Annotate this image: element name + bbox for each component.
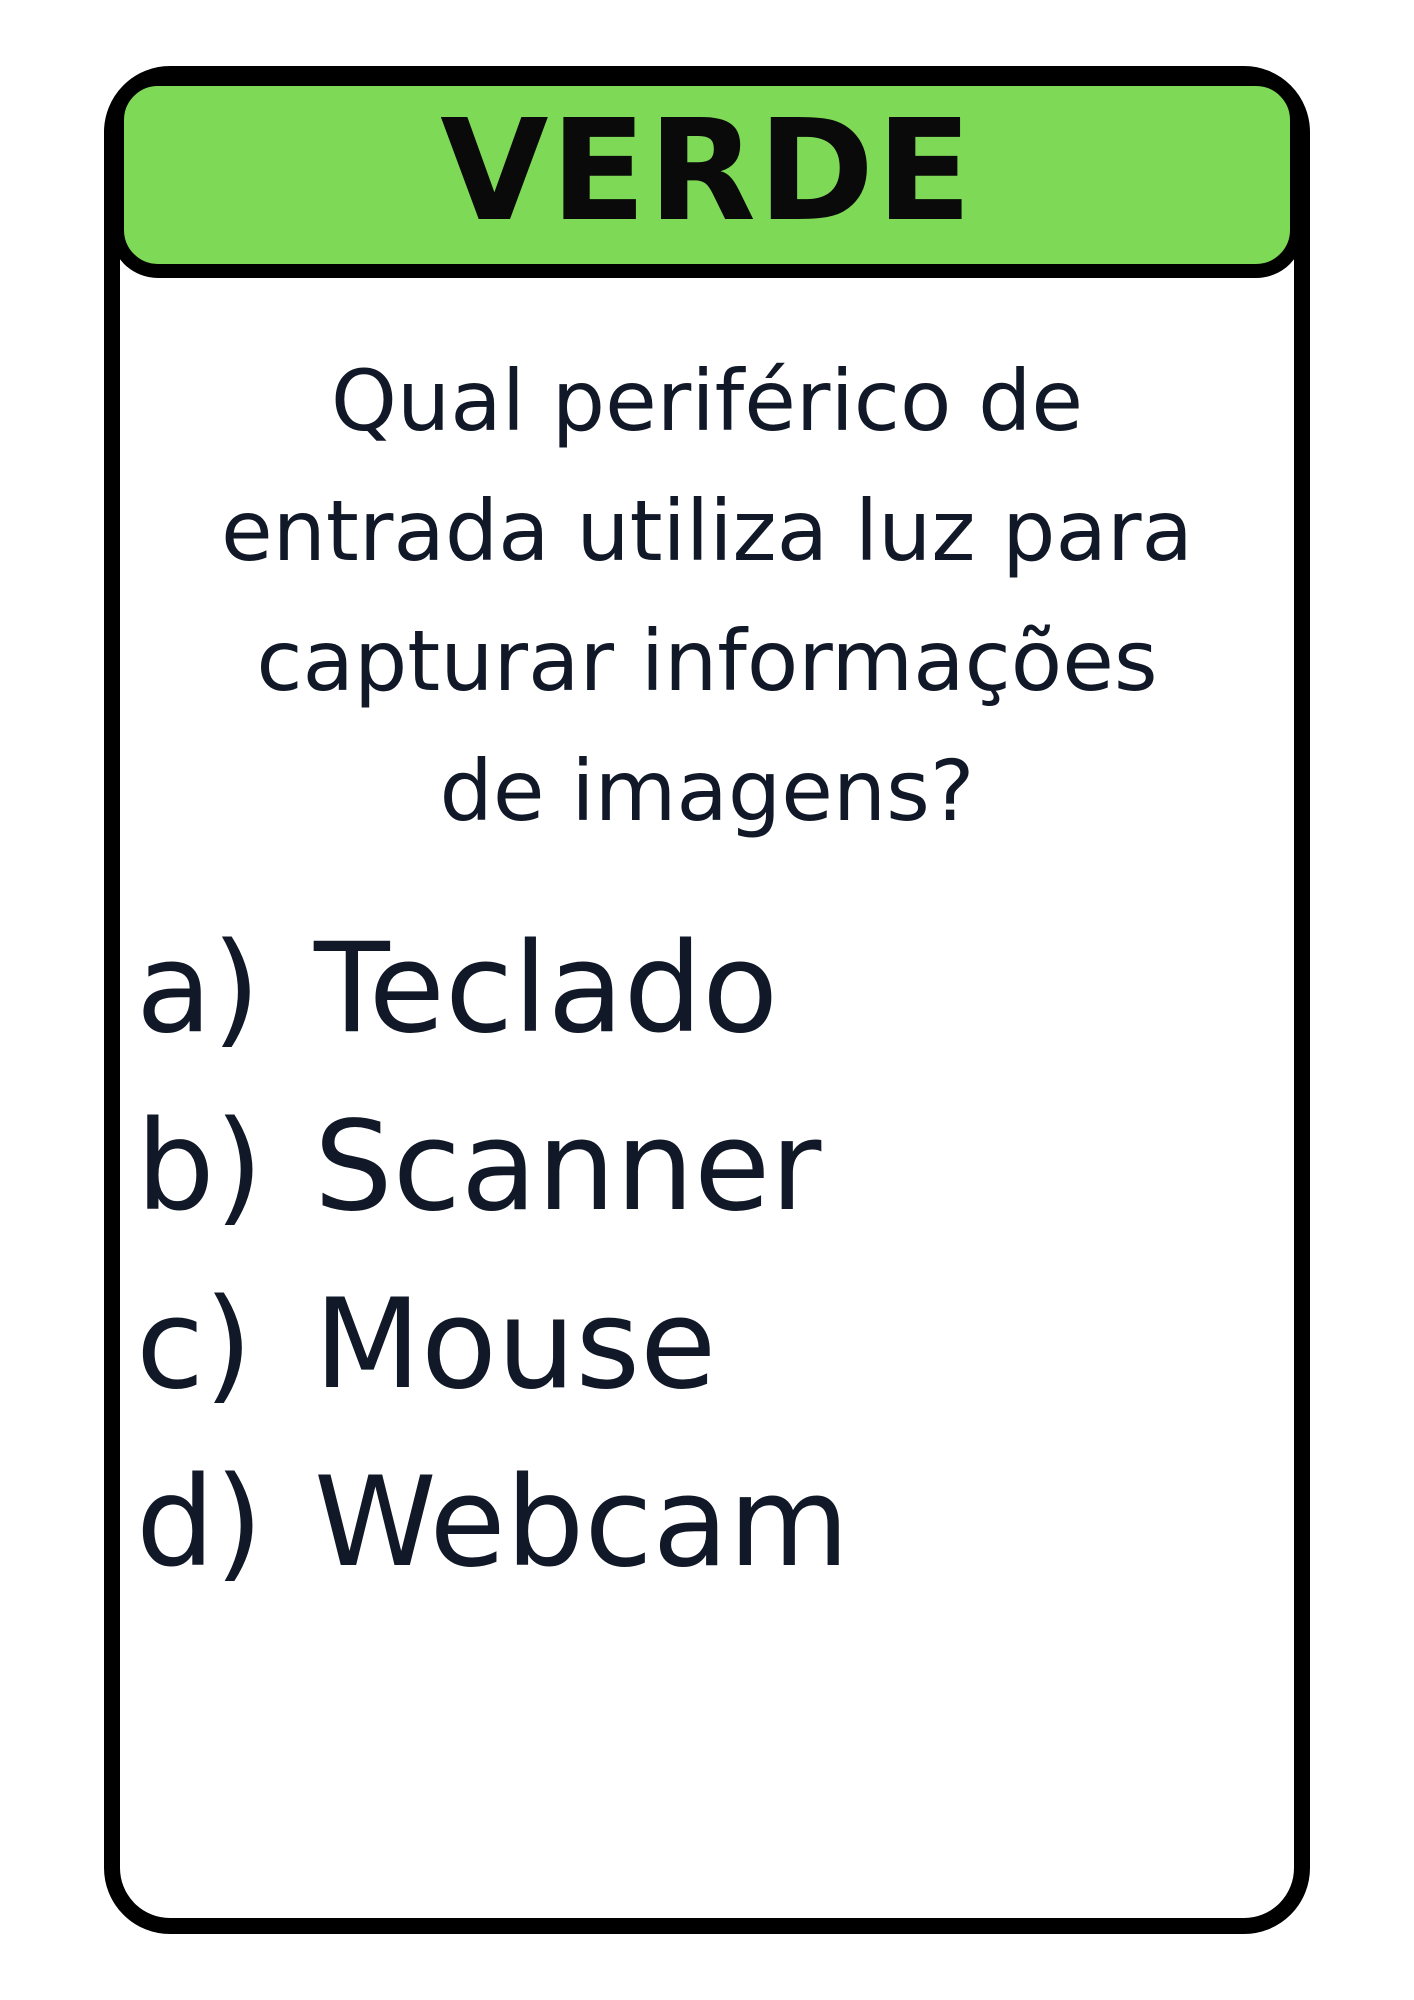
question-line: de imagens?	[439, 742, 975, 840]
card-header	[110, 72, 1304, 278]
question-line: entrada utiliza luz para	[221, 482, 1193, 580]
question-line: Qual periférico de	[330, 352, 1084, 450]
question-text	[150, 336, 1264, 856]
option-letter: b)	[136, 1095, 264, 1239]
option-text: Scanner	[314, 1095, 822, 1239]
option-b[interactable]	[136, 1078, 1256, 1256]
option-text: Webcam	[314, 1451, 850, 1595]
option-text: Teclado	[314, 917, 779, 1061]
option-text: Mouse	[314, 1273, 717, 1417]
option-a[interactable]	[136, 900, 1256, 1078]
option-d[interactable]	[136, 1434, 1256, 1612]
option-c[interactable]	[136, 1256, 1256, 1434]
option-letter: c)	[136, 1273, 253, 1417]
card-title: VERDE	[440, 90, 974, 253]
option-letter: a)	[136, 917, 261, 1061]
option-letter: d)	[136, 1451, 264, 1595]
question-line: capturar informações	[256, 612, 1158, 710]
answer-options	[136, 900, 1256, 1612]
